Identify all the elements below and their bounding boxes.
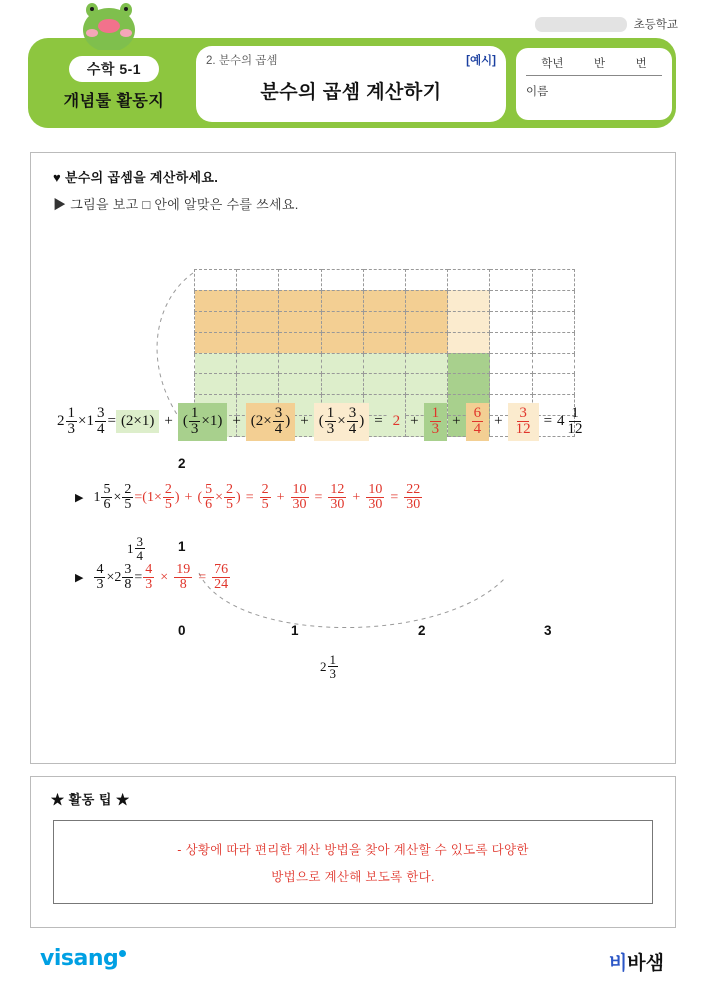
eq1-final-whole: 4: [557, 413, 565, 430]
eq1-r2-num: 1: [431, 405, 440, 421]
eq2-times-3: ×: [215, 489, 224, 505]
activity-tip-title: [31, 777, 675, 808]
eq3-a-num: 4: [96, 562, 104, 577]
width-denominator: 3: [329, 666, 336, 682]
eq1-result-4: [508, 403, 539, 441]
equation-3-bullet-icon: ▶: [75, 572, 84, 585]
eq1-t4-den2: 4: [348, 421, 357, 438]
x-tick-3: 3: [544, 623, 552, 638]
eq3-s1a-den: 3: [145, 577, 153, 593]
eq3-s1a-num: 4: [145, 562, 153, 577]
eq1-b-whole: 1: [86, 413, 94, 430]
eq1-term-1: (2×1): [116, 410, 159, 433]
title-box: [196, 46, 506, 122]
eq1-result-2: [424, 403, 448, 441]
eq2-s4a-den: 30: [330, 497, 345, 513]
width-label: [320, 653, 339, 681]
eq3-a-fraction: [94, 563, 105, 593]
eq1-a-fraction: [66, 406, 78, 438]
eq1-lhs: [57, 406, 107, 438]
eq1-t4-num2: 3: [348, 405, 357, 421]
eq2-s4b-num: 10: [368, 482, 383, 497]
title-top-row: [206, 52, 496, 68]
eq3-s1-fraction-b: [174, 563, 192, 593]
eq2-plus-1: +: [184, 489, 193, 505]
eq1-term-4-fraction-a: [325, 406, 337, 438]
eq2-equals-3: =: [314, 489, 323, 505]
eq1-a-whole: 2: [57, 413, 65, 430]
name-label: 이름: [526, 86, 549, 98]
equation-2-bullet-icon: ▶: [75, 492, 84, 505]
eq1-r4-fraction: [514, 406, 533, 438]
eq1-a-num: 1: [67, 405, 75, 421]
instruction-line-2: [53, 194, 675, 213]
eq2-whole: 1: [93, 489, 101, 505]
tip-line-1: - 상황에 따라 편리한 계산 방법을 찾아 계산할 수 있도록 다양한: [177, 842, 529, 857]
eq1-plus-1: +: [164, 413, 173, 430]
eq1-times-1: ×: [78, 413, 87, 430]
eq1-r4-den: 12: [515, 421, 531, 438]
eq1-t4-den1: 3: [326, 421, 335, 438]
grade-label: 학년: [541, 58, 564, 70]
student-info-row: [526, 55, 662, 76]
eq1-final-answer: [557, 406, 586, 438]
instruction-2-text: 그림을 보고 □ 안에 알맞은 수를 쓰세요.: [70, 197, 299, 212]
grid-row: [195, 270, 575, 291]
eq2-s2a-num: 5: [205, 482, 213, 497]
eq1-term-3-fraction: [273, 406, 285, 438]
eq2-b-den: 5: [124, 497, 132, 513]
eq1-term-4-fraction-b: [347, 406, 359, 438]
eq3-b-num: 3: [124, 562, 132, 577]
class-label: 반: [593, 58, 606, 70]
eq3-s1-fraction-a: [143, 563, 154, 593]
eq2-s3a-num: 2: [261, 482, 269, 497]
eq1-equals-1: =: [107, 413, 116, 430]
y-tick-0: 0: [178, 623, 186, 638]
bibasem-logo-accent: 비: [608, 953, 628, 974]
eq2-s3-fraction-b: [291, 483, 309, 513]
eq3-b-den: 8: [124, 577, 132, 593]
eq1-term-4: ( $\frac{1}{3}$ × $\frac{3}{4}$ ): [314, 403, 369, 441]
equation-2: [75, 483, 423, 513]
number-label: 번: [635, 58, 647, 70]
eq2-a-den: 6: [103, 497, 111, 513]
eq2-s2b-den: 5: [226, 497, 234, 513]
visang-logo-text: visang: [40, 946, 119, 971]
eq3-answer-fraction: [212, 563, 230, 593]
eq2-s4a-num: 12: [330, 482, 345, 497]
frog-mascot-icon: [78, 2, 140, 50]
star-icon-right: ★: [116, 792, 130, 807]
page-header: [0, 0, 706, 142]
y-tick-2: 2: [178, 456, 186, 471]
eq2-s4b-den: 30: [368, 497, 383, 513]
grid-row: [195, 374, 575, 395]
eq1-r2-fraction: [430, 406, 442, 438]
eq1-t2-den: 3: [190, 421, 199, 438]
eq3-b-whole: 2: [114, 569, 122, 585]
eq2-s2-fraction-b: [224, 483, 235, 513]
eq2-times-2: ×: [153, 489, 162, 505]
page-title: 분수의 곱셈 계산하기: [260, 82, 442, 103]
eq2-equals-1: =: [134, 489, 143, 505]
eq3-times-2: ×: [160, 569, 169, 585]
activity-tip-box: [53, 820, 653, 904]
eq2-lhs: [93, 483, 134, 513]
eq1-equals-2: =: [374, 413, 383, 430]
eq3-s1b-den: 8: [179, 577, 187, 593]
eq3-worked-solution: [142, 563, 231, 593]
eq2-plus-2: +: [276, 489, 285, 505]
eq3-s1b-num: 19: [176, 562, 191, 577]
eq2-s1-den: 5: [164, 497, 172, 513]
eq1-plus-4: +: [410, 413, 419, 430]
eq2-s4-fraction-b: [366, 483, 384, 513]
school-name-row: [535, 16, 678, 32]
instruction-1-text: 분수의 곱셈을 계산하세요.: [64, 170, 219, 185]
eq1-r4-num: 3: [519, 405, 527, 421]
equation-3: [75, 563, 231, 593]
height-fraction: [135, 535, 146, 563]
eq2-answer-num: 22: [406, 482, 421, 497]
eq1-t4-num1: 1: [326, 405, 335, 421]
eq1-r2-den: 3: [431, 421, 440, 438]
width-whole: 2: [320, 658, 327, 674]
width-numerator: 1: [329, 652, 336, 667]
eq2-s3b-den: 30: [292, 497, 307, 513]
eq2-plus-3: +: [352, 489, 361, 505]
eq2-s3b-num: 10: [292, 482, 307, 497]
eq1-plus-2: +: [232, 413, 241, 430]
eq2-s1-num: 2: [164, 482, 172, 497]
equation-1: [57, 403, 586, 441]
eq1-plus-6: +: [494, 413, 503, 430]
instruction-line-1: [53, 167, 675, 186]
height-whole: 1: [127, 540, 134, 556]
subject-badge-group: [34, 44, 194, 122]
eq1-term-2: ( $\frac{1}{3}$ ×1 ): [178, 403, 227, 441]
width-bracket-curve: [191, 562, 521, 657]
y-tick-1: 1: [178, 539, 186, 554]
eq2-times-1: ×: [113, 489, 122, 505]
eq2-s4-fraction-a: [328, 483, 346, 513]
eq2-equals-4: =: [390, 489, 399, 505]
eq2-s3a-den: 5: [261, 497, 269, 513]
width-fraction: [328, 653, 339, 681]
unit-label: 2. 분수의 곱셈: [206, 55, 278, 67]
eq2-s2-fraction-a: [203, 483, 214, 513]
eq1-result-1: 2: [388, 410, 406, 433]
eq1-term-3: ( 2× $\frac{3}{4}$ ): [246, 403, 295, 441]
eq3-equals-1: =: [134, 569, 143, 585]
eq1-b-fraction: [95, 406, 107, 438]
eq1-b-den: 4: [96, 421, 105, 438]
triangle-icon: ▶: [53, 197, 67, 212]
eq3-lhs: [93, 563, 134, 593]
eq1-t2-suffix: ×1: [201, 413, 218, 430]
eq1-b-num: 3: [96, 405, 105, 421]
eq2-b-fraction: [122, 483, 133, 513]
eq2-a-fraction: [101, 483, 112, 513]
eq3-answer-num: 76: [214, 562, 229, 577]
eq1-t2-num: 1: [190, 405, 199, 421]
heart-icon: ♥: [53, 170, 62, 185]
grid-row: [195, 332, 575, 353]
eq1-plus-3: +: [300, 413, 309, 430]
eq3-b-fraction: [122, 563, 133, 593]
eq2-a-num: 5: [103, 482, 111, 497]
visang-logo-dot: [119, 950, 126, 957]
height-label: [127, 535, 146, 563]
eq1-t4-times: ×: [337, 413, 346, 430]
eq1-equals-3: =: [543, 413, 553, 430]
eq1-r3-fraction: [472, 406, 484, 438]
eq1-r3-num: 6: [473, 405, 482, 421]
eq3-a-den: 3: [96, 577, 104, 593]
eq1-t3-num: 3: [274, 405, 283, 421]
eq1-result-3: [466, 403, 490, 441]
grid-row: [195, 353, 575, 374]
eq2-s2a-den: 6: [205, 497, 213, 513]
eq1-plus-5: +: [452, 413, 461, 430]
eq1-a-den: 3: [67, 421, 75, 438]
activity-tip-panel: [30, 776, 676, 928]
page-footer: [0, 938, 706, 988]
eq1-t3-den: 4: [274, 421, 283, 438]
tip-title-text: 활동 팁: [68, 792, 112, 807]
tip-line-2: 방법으로 계산해 보도록 한다.: [271, 869, 435, 884]
eq2-s2b-num: 2: [226, 482, 234, 497]
eq1-final-fraction: [566, 406, 585, 438]
school-label: 초등학교: [633, 19, 678, 31]
bibasem-logo: [609, 948, 664, 975]
eq2-answer-den: 30: [406, 497, 421, 513]
eq3-times-1: ×: [106, 569, 115, 585]
eq3-equals-2: =: [198, 569, 207, 585]
main-content-panel: [30, 152, 676, 764]
eq1-term-2-fraction: [189, 406, 201, 438]
grid-row: [195, 311, 575, 332]
visang-logo: [40, 946, 126, 971]
subject-badge: 수학 5-1: [69, 56, 159, 82]
eq3-answer-den: 24: [214, 577, 229, 593]
eq2-s1-fraction: [163, 483, 174, 513]
student-info-box: [516, 48, 672, 120]
worksheet-type-label: 개념툴 활동지: [63, 92, 165, 110]
star-icon-left: ★: [51, 792, 65, 807]
eq1-r3-den: 4: [473, 421, 482, 438]
eq2-worked-solution: = (1 × $\frac{2}{5}$ ) + ( $\frac{5}{6}$ × $\frac{2}{5}$ ) = $\frac{2}{5}$ + $\frac{10}{30}$ = $\frac{12}{30}$ + $\frac{10}{30}$ = $\frac{22}{30}$: [134, 482, 421, 513]
instructions-block: [31, 153, 675, 213]
eq2-b-num: 2: [124, 482, 132, 497]
eq2-answer-fraction: [404, 483, 422, 513]
x-tick-2: 2: [418, 623, 426, 638]
eq2-s3-fraction-a: [260, 483, 271, 513]
eq1-final-num: 1: [571, 405, 579, 421]
height-numerator: 3: [136, 534, 143, 549]
grid-row: [195, 290, 575, 311]
school-name-blank[interactable]: [535, 17, 627, 32]
example-tag: [예시]: [466, 55, 496, 67]
eq1-final-den: 12: [567, 421, 583, 438]
height-denominator: 4: [136, 548, 143, 564]
eq2-equals-2: =: [245, 489, 254, 505]
eq1-t3-prefix: 2×: [255, 413, 272, 430]
x-tick-1: 1: [291, 623, 299, 638]
bibasem-logo-rest: 바샘: [627, 953, 664, 974]
